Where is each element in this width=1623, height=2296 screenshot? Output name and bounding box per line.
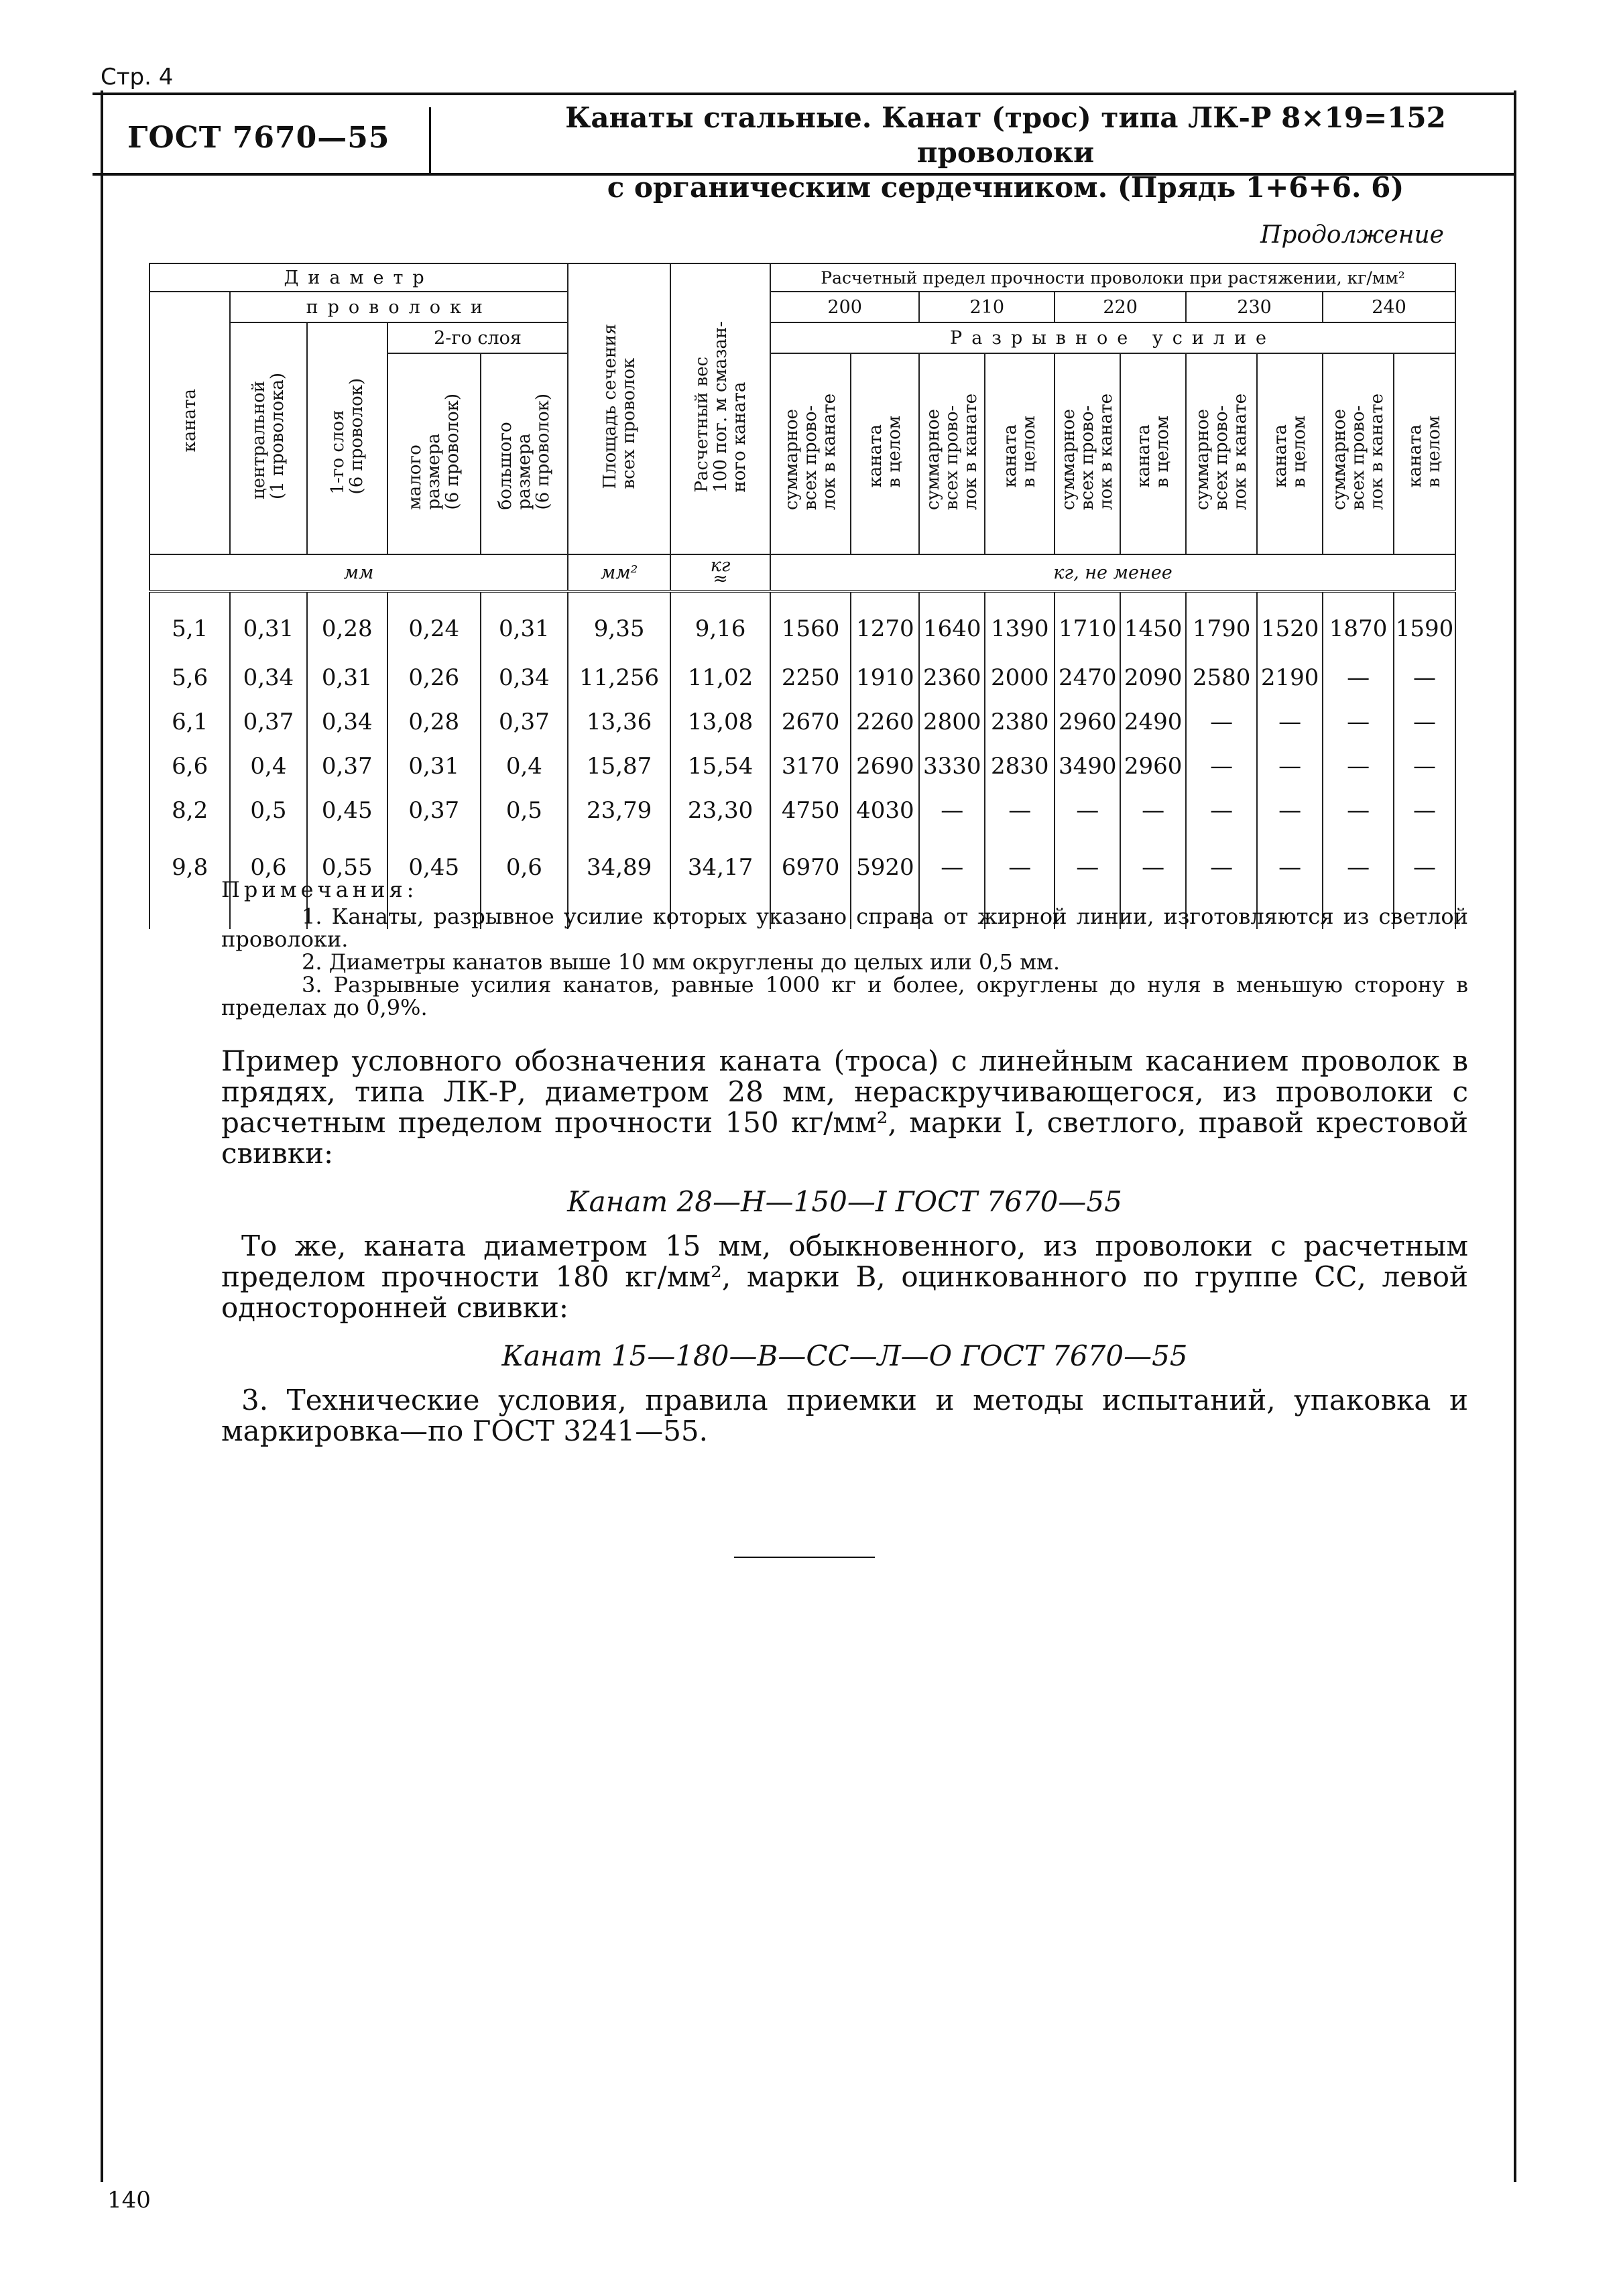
table-cell: 2190 (1257, 656, 1323, 700)
table-cell: 11,02 (670, 656, 770, 700)
unit-force: кг, не менее (770, 554, 1455, 591)
table-cell: 15,54 (670, 744, 770, 788)
table-cell: — (1394, 700, 1455, 744)
table-cell: — (1055, 833, 1120, 929)
header-whole-210: каната в целом (985, 353, 1055, 554)
table-cell: — (1394, 833, 1455, 929)
table-cell: — (1120, 833, 1186, 929)
table-cell: — (985, 788, 1055, 833)
header-sum-220: суммарное всех прово- лок в канате (1055, 353, 1120, 554)
table-cell: 0,37 (307, 744, 387, 788)
table-cell: — (1186, 788, 1257, 833)
unit-mm2: мм² (568, 554, 670, 591)
table-cell: 4750 (770, 788, 851, 833)
table-cell: 0,26 (387, 656, 481, 700)
table-cell: 0,5 (230, 788, 306, 833)
table-cell: — (1394, 656, 1455, 700)
table-cell: 0,31 (307, 656, 387, 700)
table-cell: — (1323, 788, 1394, 833)
table-cell: — (1055, 788, 1120, 833)
table-row (149, 591, 1455, 656)
standard-number: ГОСТ 7670—55 (127, 121, 390, 155)
table-cell: 2260 (851, 700, 919, 744)
table-cell: 23,30 (670, 788, 770, 833)
table-cell: 0,45 (387, 833, 481, 929)
table-cell: 2470 (1055, 656, 1120, 700)
header-whole-220: каната в целом (1120, 353, 1186, 554)
table-cell: — (1257, 833, 1323, 929)
table-cell: — (919, 788, 985, 833)
table-cell: 2090 (1120, 656, 1186, 700)
table-cell: 23,79 (568, 788, 670, 833)
table-cell: — (1186, 833, 1257, 929)
table-cell: 6,6 (149, 744, 230, 788)
example-paragraph-2: То же, каната диаметром 15 мм, обыкновенного, из проволоки с расчетным пределом прочности 180 кг/мм², марки В, оцинкованного по группе СС, левой односторонней свивки: (221, 1229, 1468, 1324)
strength-230: 230 (1186, 292, 1323, 322)
table-row (149, 788, 1455, 833)
table-cell: 1710 (1055, 591, 1120, 656)
table-cell: — (985, 833, 1055, 929)
table-cell: 6970 (770, 833, 851, 929)
table-cell: 8,2 (149, 788, 230, 833)
table-cell: 0,28 (387, 700, 481, 744)
note-3: 3. Разрывные усилия канатов, равные 1000 кг и более, округлены до нуля в меньшую сторону в пределах до 0,9%. (221, 972, 1468, 1020)
strength-200: 200 (770, 292, 919, 322)
table-cell: 34,89 (568, 833, 670, 929)
table-cell: — (1323, 833, 1394, 929)
table-cell: — (1323, 656, 1394, 700)
header-whole-230: каната в целом (1257, 353, 1323, 554)
table-cell: 11,256 (568, 656, 670, 700)
table-cell: 9,16 (670, 591, 770, 656)
table-cell: 5,1 (149, 591, 230, 656)
body-text (221, 1046, 1468, 1447)
notes-block (221, 878, 1468, 1019)
footer-page-number: 140 (107, 2187, 151, 2214)
document-title (509, 101, 1502, 205)
table-cell: 1520 (1257, 591, 1323, 656)
strength-220: 220 (1055, 292, 1186, 322)
table-cell: 9,35 (568, 591, 670, 656)
header-sum-240: суммарное всех прово- лок в канате (1323, 353, 1394, 554)
table-cell: 0,34 (481, 656, 568, 700)
table-cell: 0,28 (307, 591, 387, 656)
strength-210: 210 (919, 292, 1055, 322)
table-cell: 1910 (851, 656, 919, 700)
table-cell: 5920 (851, 833, 919, 929)
header-area: Площадь сечения всех проволок (568, 263, 670, 554)
rope-specs-table (149, 263, 1456, 929)
header-diameter: Диаметр (149, 263, 568, 292)
table-cell: 3170 (770, 744, 851, 788)
table-cell: — (1394, 744, 1455, 788)
table-cell: 0,31 (481, 591, 568, 656)
table-cell: 2830 (985, 744, 1055, 788)
header-weight: Расчетный вес 100 пог. м смазан- ного каната (670, 263, 770, 554)
header-sum-230: суммарное всех прово- лок в канате (1186, 353, 1257, 554)
header-central: центральной (1 проволока) (230, 322, 306, 554)
table-cell: 2960 (1055, 700, 1120, 744)
table-cell: — (1257, 744, 1323, 788)
right-border (1514, 90, 1516, 2182)
table-cell: 6,1 (149, 700, 230, 744)
table-cell: 13,36 (568, 700, 670, 744)
header-large: большого размера (6 проволок) (481, 353, 568, 554)
table-cell: 0,5 (481, 788, 568, 833)
table-cell: 4030 (851, 788, 919, 833)
header-top-rule (93, 93, 1516, 95)
header-divider (429, 107, 431, 173)
header-force: Разрывное усилие (770, 322, 1455, 353)
table-cell: 3490 (1055, 744, 1120, 788)
table-cell: — (1394, 788, 1455, 833)
designation-formula-1: Канат 28—Н—150—I ГОСТ 7670—55 (567, 1185, 1122, 1218)
table-cell: 0,4 (481, 744, 568, 788)
note-2: 2. Диаметры канатов выше 10 мм округлены до целых или 0,5 мм. (302, 949, 1061, 975)
table-cell: 9,8 (149, 833, 230, 929)
table-cell: 0,34 (230, 656, 306, 700)
table-cell: — (1120, 788, 1186, 833)
page-label: Стр. 4 (101, 64, 174, 90)
table-cell: 0,34 (307, 700, 387, 744)
table-cell: 0,37 (387, 788, 481, 833)
table-cell: 0,31 (387, 744, 481, 788)
table-cell: — (1186, 700, 1257, 744)
left-border (101, 90, 103, 2182)
table-row (149, 744, 1455, 788)
table-cell: 0,31 (230, 591, 306, 656)
table-cell: — (1186, 744, 1257, 788)
table-cell: 1790 (1186, 591, 1257, 656)
table-cell: 2960 (1120, 744, 1186, 788)
table-cell: 2670 (770, 700, 851, 744)
note-1: 1. Канаты, разрывное усилие которых указано справа от жирной линии, изготовляются из светлой проволоки. (221, 904, 1468, 952)
table-cell: 2490 (1120, 700, 1186, 744)
table-row (149, 656, 1455, 700)
header-strength: Расчетный предел прочности проволоки при растяжении, кг/мм² (770, 263, 1455, 292)
table-cell: 2580 (1186, 656, 1257, 700)
header-whole-240: каната в целом (1394, 353, 1455, 554)
table-cell: 0,24 (387, 591, 481, 656)
table-cell: 0,37 (481, 700, 568, 744)
table-cell: — (1323, 744, 1394, 788)
continuation-label: Продолжение (1260, 221, 1444, 249)
table-cell: 2250 (770, 656, 851, 700)
table-cell: 1870 (1323, 591, 1394, 656)
table-row (149, 700, 1455, 744)
table-cell: 1590 (1394, 591, 1455, 656)
header-sum-200: суммарное всех прово- лок в канате (770, 353, 851, 554)
table-cell: 2690 (851, 744, 919, 788)
table-cell: 0,6 (230, 833, 306, 929)
header-rope: каната (149, 292, 230, 554)
header-layer1: 1-го слоя (6 проволок) (307, 322, 387, 554)
header-sum-210: суммарное всех прово- лок в канате (919, 353, 985, 554)
table-cell: 2000 (985, 656, 1055, 700)
table-cell: 1560 (770, 591, 851, 656)
table-cell: 2380 (985, 700, 1055, 744)
table-cell: 0,6 (481, 833, 568, 929)
table-cell: 2800 (919, 700, 985, 744)
title-line-2: с органическим сердечником. (Прядь 1+6+6. 6) (607, 171, 1404, 204)
table-cell: 2360 (919, 656, 985, 700)
table-cell: 1640 (919, 591, 985, 656)
designation-formula-2: Канат 15—180—В—СС—Л—О ГОСТ 7670—55 (501, 1339, 1188, 1372)
table-cell: — (1257, 788, 1323, 833)
header-layer2: 2-го слоя (387, 322, 568, 353)
strength-240: 240 (1323, 292, 1455, 322)
table-cell: — (1323, 700, 1394, 744)
table-cell: 0,37 (230, 700, 306, 744)
table-cell: 13,08 (670, 700, 770, 744)
table-cell: 0,45 (307, 788, 387, 833)
end-separator (734, 1557, 875, 1558)
table-cell: 1450 (1120, 591, 1186, 656)
header-wires: проволоки (230, 292, 568, 322)
table-cell: 34,17 (670, 833, 770, 929)
table-cell: — (1257, 700, 1323, 744)
table-cell: 0,4 (230, 744, 306, 788)
example-paragraph-1: Пример условного обозначения каната (троса) с линейным касанием проволок в прядях, типа ЛК-Р, диаметром 28 мм, нераскручивающегося, из проволоки с расчетным пределом прочности 150 кг/мм², марки I, светлого, правой крестовой свивки: (221, 1044, 1468, 1170)
table-cell: 3330 (919, 744, 985, 788)
unit-kg: кг ≈ (670, 554, 770, 591)
table-cell: 5,6 (149, 656, 230, 700)
table-cell: 0,55 (307, 833, 387, 929)
header-small: малого размера (6 проволок) (387, 353, 481, 554)
table-cell: 15,87 (568, 744, 670, 788)
header-whole-200: каната в целом (851, 353, 919, 554)
unit-mm: мм (149, 554, 568, 591)
title-line-1: Канаты стальные. Канат (трос) типа ЛК-Р 8×19=152 проволоки (565, 101, 1446, 169)
section-3-paragraph: 3. Технические условия, правила приемки и методы испытаний, упаковка и маркировка—по ГОСТ 3241—55. (221, 1384, 1468, 1447)
table-cell: 1270 (851, 591, 919, 656)
table-cell: — (919, 833, 985, 929)
table-cell: 1390 (985, 591, 1055, 656)
notes-heading: Примечания: (221, 877, 418, 902)
